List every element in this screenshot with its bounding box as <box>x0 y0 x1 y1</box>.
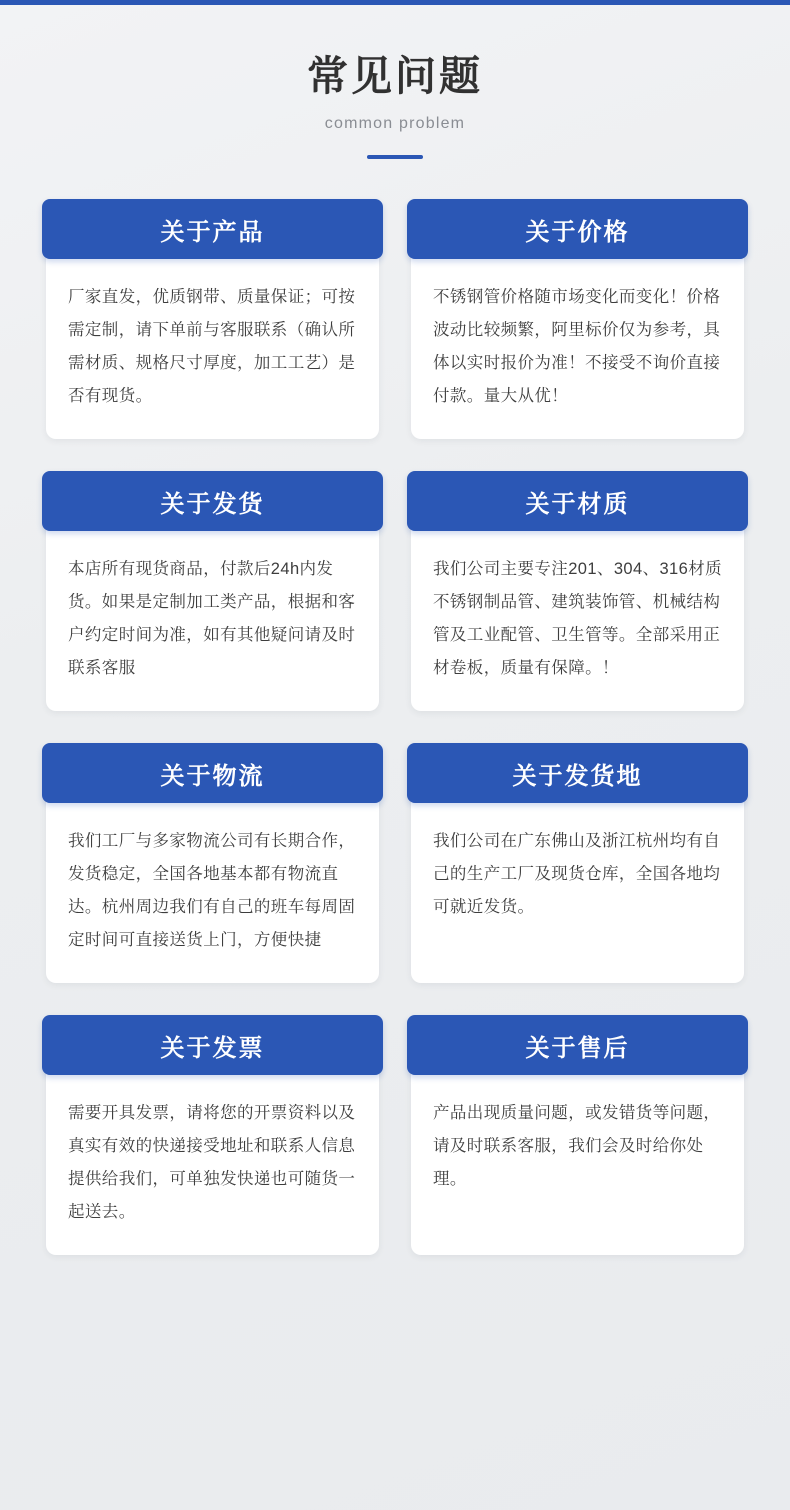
faq-card-title: 关于产品 <box>42 199 383 259</box>
faq-card-body: 厂家直发，优质钢带、质量保证；可按需定制，请下单前与客服联系（确认所需材质、规格尺寸厚度，加工工艺）是否有现货。 <box>68 288 356 406</box>
faq-card <box>46 475 379 711</box>
faq-card <box>411 475 744 711</box>
faq-card-title: 关于发货地 <box>407 743 748 803</box>
faq-card-body: 我们工厂与多家物流公司有长期合作，发货稳定，全国各地基本都有物流直达。杭州周边我们有自己的班车每周固定时间可直接送货上门，方便快捷 <box>68 832 356 950</box>
faq-card-body: 不锈钢管价格随市场变化而变化！价格波动比较频繁，阿里标价仅为参考，具体以实时报价为准！不接受不询价直接付款。量大从优！ <box>433 288 721 406</box>
faq-card <box>411 747 744 983</box>
faq-card-title: 关于售后 <box>407 1015 748 1075</box>
faq-card <box>46 747 379 983</box>
page-subtitle: common problem <box>324 115 466 133</box>
faq-card-body: 我们公司在广东佛山及浙江杭州均有自己的生产工厂及现货仓库，全国各地均可就近发货。 <box>433 832 721 917</box>
faq-card-title: 关于发货 <box>42 471 383 531</box>
header-divider <box>367 155 423 159</box>
faq-card-body: 本店所有现货商品，付款后24h内发货。如果是定制加工类产品，根据和客户约定时间为准，如有其他疑问请及时联系客服 <box>68 560 356 678</box>
faq-card-title: 关于物流 <box>42 743 383 803</box>
faq-card-body: 产品出现质量问题，或发错货等问题，请及时联系客服，我们会及时给你处理。 <box>433 1104 721 1189</box>
faq-card <box>411 203 744 439</box>
faq-card-title: 关于价格 <box>407 199 748 259</box>
faq-card <box>46 1019 379 1255</box>
faq-grid <box>46 203 744 1255</box>
faq-card-body: 需要开具发票，请将您的开票资料以及真实有效的快递接受地址和联系人信息提供给我们，可单独发快递也可随货一起送去。 <box>68 1104 356 1222</box>
top-accent-rule <box>0 0 790 5</box>
faq-card <box>46 203 379 439</box>
page-title: 常见问题 <box>307 53 483 99</box>
faq-card-title: 关于材质 <box>407 471 748 531</box>
faq-card-body: 我们公司主要专注201、304、316材质不锈钢制品管、建筑装饰管、机械结构管及工业配管、卫生管等。全部采用正材卷板，质量有保障。！ <box>433 560 722 678</box>
faq-card <box>411 1019 744 1255</box>
page-header <box>46 0 744 159</box>
faq-card-title: 关于发票 <box>42 1015 383 1075</box>
